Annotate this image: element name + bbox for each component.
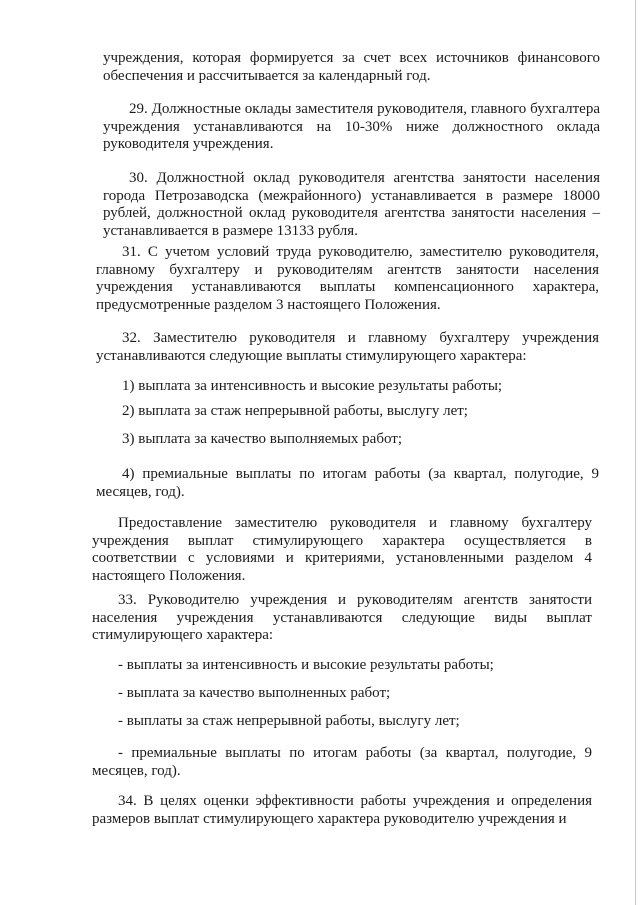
paragraph-32: 32. Заместителю руководителя и главному бухгалтеру учреждения устанавливаются следующие выплаты стимулирующего характера: (96, 330, 599, 364)
list-item-2: 2) выплата за стаж непрерывной работы, выслугу лет; (122, 403, 468, 419)
paragraph-34: 34. В целях оценки эффективности работы учреждения и определения размеров выплат стимулирующего характера руководителю учреждения и (92, 793, 592, 827)
paragraph-31: 31. С учетом условий труда руководителю, заместителю руководителя, главному бухгалтеру и руководителям агентств занятости населения учреждения устанавливаются выплаты компенсационного характера, предусмотренные разделом 3 настоящего Положения. (96, 244, 599, 313)
paragraph-continuation: учреждения, которая формируется за счет всех источников финансового обеспечения и рассчитывается за календарный год. (103, 50, 600, 84)
dash-item-2: - выплата за качество выполненных работ; (118, 685, 391, 701)
paragraph-provision: Предоставление заместителю руководителя и главному бухгалтеру учреждения выплат стимулирующего характера осуществляется в соответствии с условиями и критериями, установленными разделом 4 настоящего Положения. (92, 515, 592, 584)
list-item-3: 3) выплата за качество выполняемых работ; (122, 431, 402, 447)
dash-item-4: - премиальные выплаты по итогам работы (за квартал, полугодие, 9 месяцев, год). (92, 745, 592, 779)
list-item-1: 1) выплата за интенсивность и высокие результаты работы; (122, 378, 503, 394)
dash-item-1: - выплаты за интенсивность и высокие результаты работы; (118, 657, 494, 673)
dash-item-3: - выплаты за стаж непрерывной работы, выслугу лет; (118, 713, 460, 729)
list-item-4: 4) премиальные выплаты по итогам работы (за квартал, полугодие, 9 месяцев, год). (96, 466, 599, 500)
paragraph-29: 29. Должностные оклады заместителя руководителя, главного бухгалтера учреждения устанавливаются на 10-30% ниже должностного оклада руководителя учреждения. (103, 101, 600, 152)
paragraph-30: 30. Должностной оклад руководителя агентства занятости населения города Петрозаводска (межрайонного) устанавливается в размере 18000 рублей, должностной оклад руководителя агентства занятости населения – устанавливается в размере 13133 рубля. (103, 170, 600, 239)
paragraph-33: 33. Руководителю учреждения и руководителям агентств занятости населения учреждения устанавливаются следующие виды выплат стимулирующего характера: (92, 592, 592, 643)
scan-edge-line (635, 0, 636, 905)
